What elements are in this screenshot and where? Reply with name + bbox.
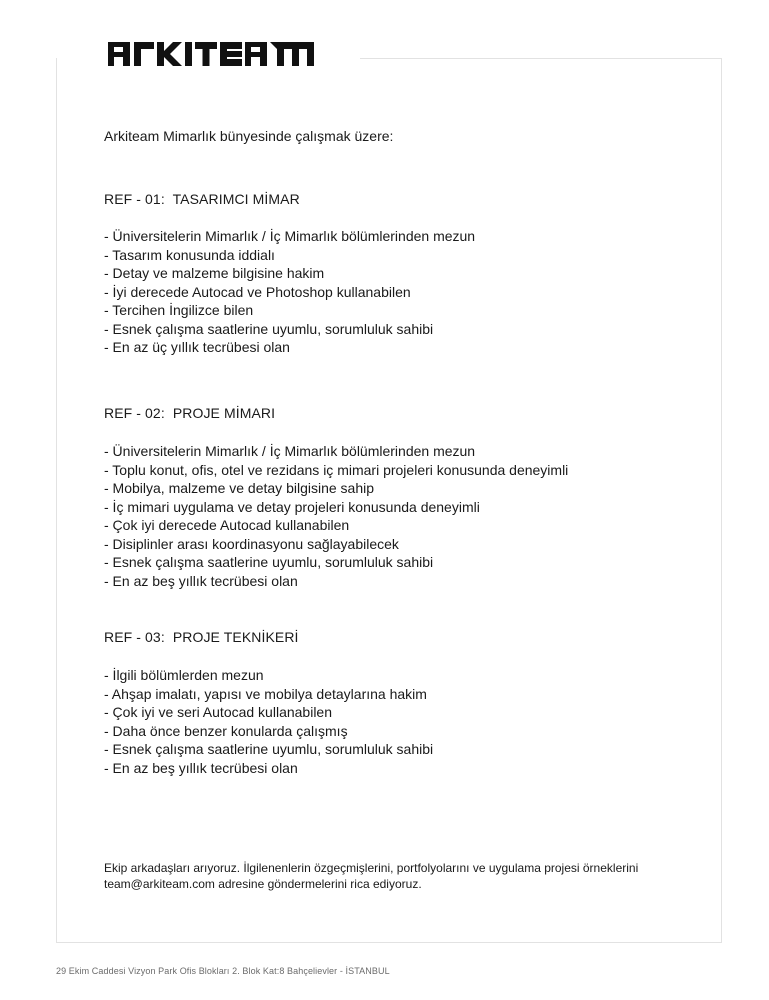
list-item: - Üniversitelerin Mimarlık / İç Mimarlık bölümlerinden mezun <box>104 443 476 459</box>
ref-code: REF - 01: <box>104 191 165 207</box>
list-item: - Esnek çalışma saatlerine uyumlu, sorumluluk sahibi <box>104 554 434 570</box>
list-item: - Daha önce benzer konularda çalışmış <box>104 722 348 739</box>
list-item: - Esnek çalışma saatlerine uyumlu, sorumluluk sahibi <box>104 741 434 757</box>
list-item: - Tasarım konusunda iddialı <box>104 246 275 263</box>
ref-code: REF - 03: <box>104 629 165 645</box>
list-item: - İyi derecede Autocad ve Photoshop kullanabilen <box>104 283 411 300</box>
footer-address: 29 Ekim Caddesi Vizyon Park Ofis Blokları 2. Blok Kat:8 Bahçelievler - İSTANBUL <box>56 966 390 976</box>
list-item: - Detay ve malzeme bilgisine hakim <box>104 265 325 281</box>
list-item: - Tercihen İngilizce bilen <box>104 302 254 318</box>
requirements-list-ref-02 <box>104 442 568 590</box>
list-item: - En az beş yıllık tecrübesi olan <box>104 759 298 776</box>
closing-line-2: team@arkiteam.com adresine göndermelerini rica ediyoruz. <box>104 877 422 891</box>
closing-line-1: Ekip arkadaşları arıyoruz. İlgilenenlerin özgeçmişlerini, portfolyolarını ve uygulama projesi örneklerini <box>104 861 639 875</box>
requirements-list-ref-03 <box>104 666 433 777</box>
list-item: - Üniversitelerin Mimarlık / İç Mimarlık bölümlerinden mezun <box>104 228 476 244</box>
job-posting-content <box>104 127 704 776</box>
requirements-list-ref-01 <box>104 227 475 357</box>
section-title <box>104 628 299 647</box>
section-ref-01 <box>104 190 300 209</box>
list-item: - Disiplinler arası koordinasyonu sağlayabilecek <box>104 535 399 552</box>
frame-top-divider <box>360 58 722 59</box>
section-title <box>104 404 275 423</box>
list-item: - Toplu konut, ofis, otel ve rezidans iç mimari projeleri konusunda deneyimli <box>104 461 569 478</box>
intro-text: Arkiteam Mimarlık bünyesinde çalışmak üzere: <box>104 128 394 144</box>
list-item: - Çok iyi derecede Autocad kullanabilen <box>104 517 350 533</box>
arkiteam-logo <box>100 30 330 90</box>
list-item: - Ahşap imalatı, yapısı ve mobilya detaylarına hakim <box>104 685 427 702</box>
section-title <box>104 190 300 209</box>
list-item: - Çok iyi ve seri Autocad kullanabilen <box>104 704 333 720</box>
closing-note <box>104 860 704 892</box>
section-ref-02 <box>104 404 275 423</box>
list-item: - Esnek çalışma saatlerine uyumlu, sorumluluk sahibi <box>104 320 434 337</box>
ref-position: PROJE TEKNİKERİ <box>172 629 299 645</box>
ref-code: REF - 02: <box>104 405 165 421</box>
ref-position: PROJE MİMARI <box>172 405 276 421</box>
ref-position: TASARIMCI MİMAR <box>172 191 300 207</box>
list-item: - En az beş yıllık tecrübesi olan <box>104 572 298 589</box>
section-ref-03 <box>104 628 299 647</box>
list-item: - En az üç yıllık tecrübesi olan <box>104 339 290 355</box>
list-item: - İlgili bölümlerden mezun <box>104 667 264 683</box>
list-item: - İç mimari uygulama ve detay projeleri konusunda deneyimli <box>104 498 480 515</box>
list-item: - Mobilya, malzeme ve detay bilgisine sahip <box>104 480 375 496</box>
